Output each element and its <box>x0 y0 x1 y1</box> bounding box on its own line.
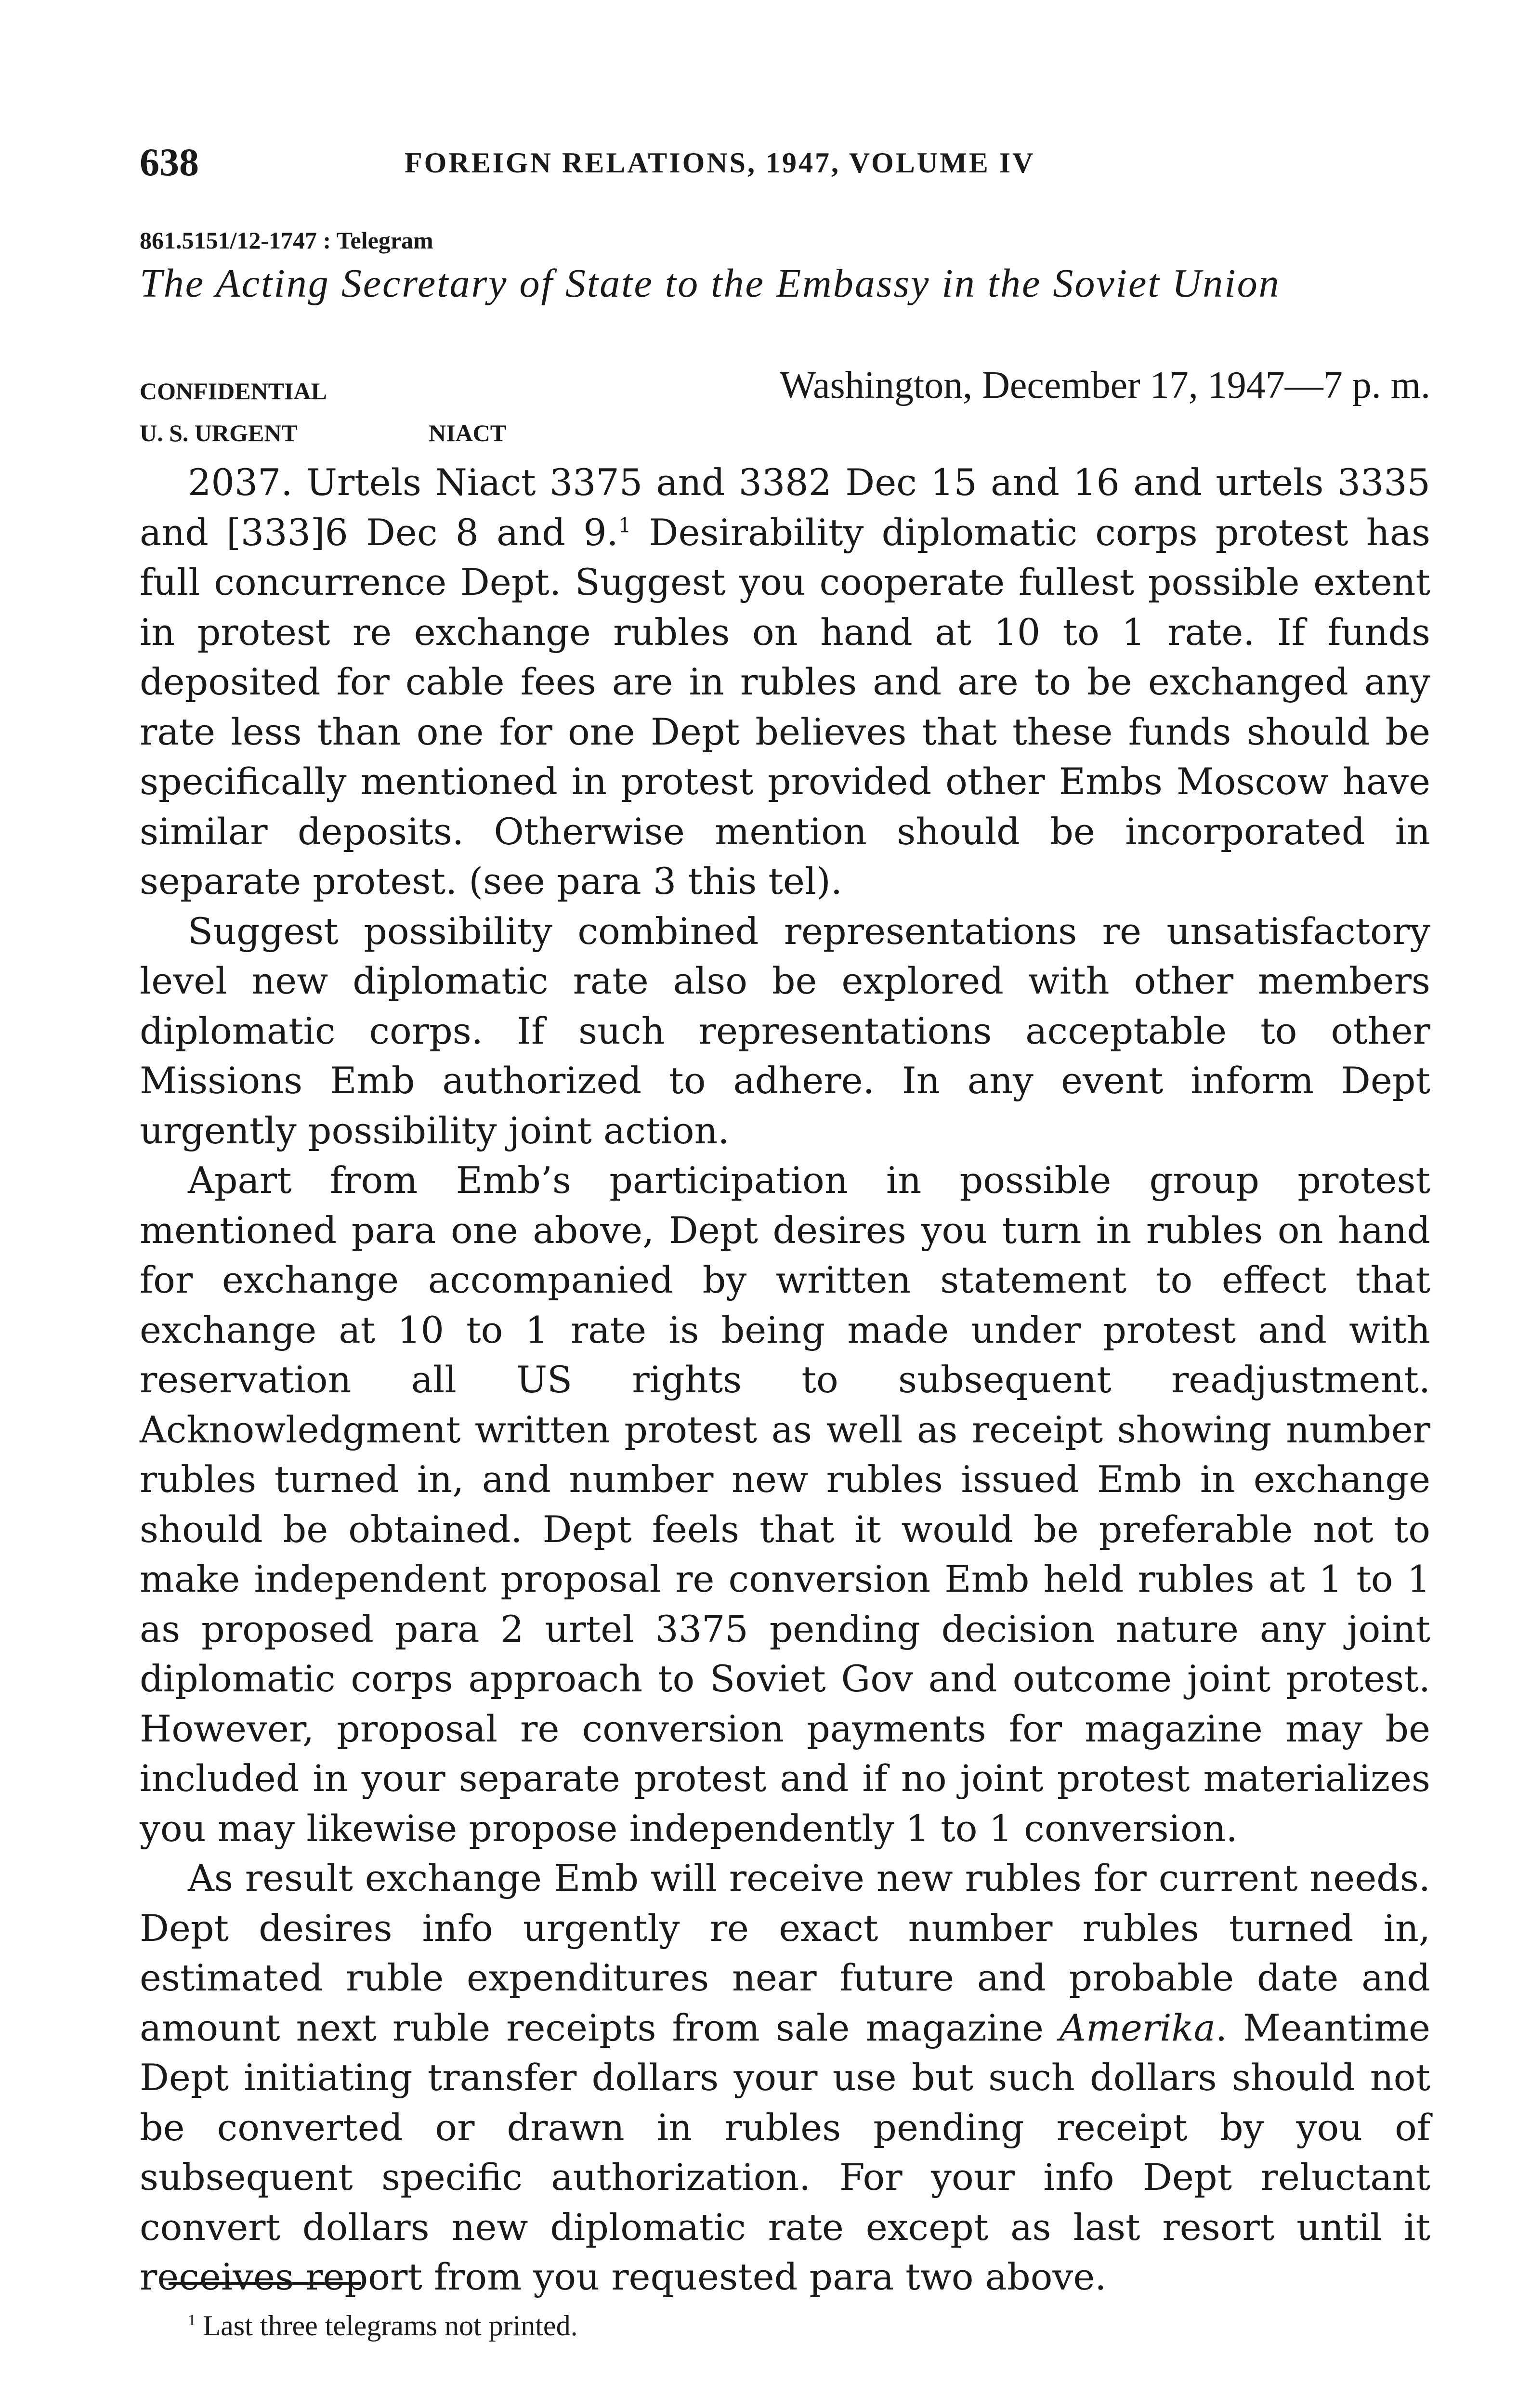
footnote-text: Last three telegrams not printed. <box>203 2310 578 2342</box>
handling-indicator: NIACT <box>429 419 507 446</box>
footnote-number: 1 <box>188 2312 196 2329</box>
document-title: The Acting Secretary of State to the Embassy in the Soviet Union <box>140 261 1281 306</box>
magazine-title: Amerika <box>1059 2006 1216 2049</box>
paragraph-1-text-cont: Desirability diplomatic corps protest has full concurrence Dept. Suggest you cooperate fullest possible extent in protest re exchange rubles on hand at 10 to 1 rate. If funds deposited for cable fees are in rubles and are to be exchanged any rate less than one for one Dept believes that these funds should be specifically mentioned in protest provided other Embs Moscow have similar deposits. Otherwise mention should be incorporated in separate protest. (see para 3 this tel). <box>140 510 1430 903</box>
paragraph-3: Apart from Emb’s participation in possible group protest mentioned para one above, Dept desires you turn in rubles on hand for exchange accompanied by written statement to effect that exchange at 10 to 1 rate is being made under protest and with reservation all US rights to subsequent readjustment. Acknowledgment written protest as well as receipt showing number rubles turned in, and number new rubles issued Emb in exchange should be obtained. Dept feels that it would be preferable not to make independent proposal re conversion Emb held rubles at 1 to 1 as proposed para 2 urtel 3375 pending decision nature any joint diplomatic corps approach to Soviet Gov and outcome joint protest. However, proposal re conversion payments for magazine may be included in your separate protest and if no joint protest materializes you may likewise propose independently 1 to 1 conversion. <box>140 1159 1430 1850</box>
file-reference: 861.5151/12-1747 : Telegram <box>140 227 433 254</box>
footnote-divider <box>169 2282 361 2285</box>
paragraph-2: Suggest possibility combined representations re unsatisfactory level new diplomatic rate also be explored with other members diplomatic corps. If such representations acceptable to other Missions Emb authorized to adhere. In any event inform Dept urgently possibility joint action. <box>140 909 1430 1152</box>
paragraph-1 <box>140 458 1430 906</box>
telegram-body <box>140 458 1430 2302</box>
dateline: Washington, December 17, 1947—7 p. m. <box>779 364 1430 406</box>
page-number: 638 <box>140 140 199 184</box>
paragraph-4-text: As result exchange Emb will receive new rubles for current needs. Dept desires info urgently re exact number rubles turned in, estimated ruble expenditures near future and probable date and amount next ruble receipts from sale magazine <box>140 1857 1430 2049</box>
classification: CONFIDENTIAL <box>140 378 327 405</box>
paragraph-1-text: 2037. Urtels Niact 3375 and 3382 Dec 15 and 16 and urtels 3335 and [333]6 Dec 8 and 9. <box>140 461 1430 554</box>
running-head: FOREIGN RELATIONS, 1947, VOLUME IV <box>405 147 1035 179</box>
classification-dateline-row <box>140 364 1430 412</box>
paragraph-4-text-cont: . Meantime Dept initiating transfer dollars your use but such dollars should not be converted or drawn in rubles pending receipt by you of subsequent specific authorization. For your info Dept reluctant convert dollars new diplomatic rate except as last resort until it receives report from you requested para two above. <box>140 2006 1430 2298</box>
precedence-row <box>140 419 718 453</box>
footnote <box>188 2309 578 2343</box>
paragraph-4 <box>140 1853 1430 2302</box>
footnote-marker: 1 <box>618 513 631 537</box>
page-header <box>140 140 1430 193</box>
precedence: U. S. URGENT <box>140 419 298 446</box>
